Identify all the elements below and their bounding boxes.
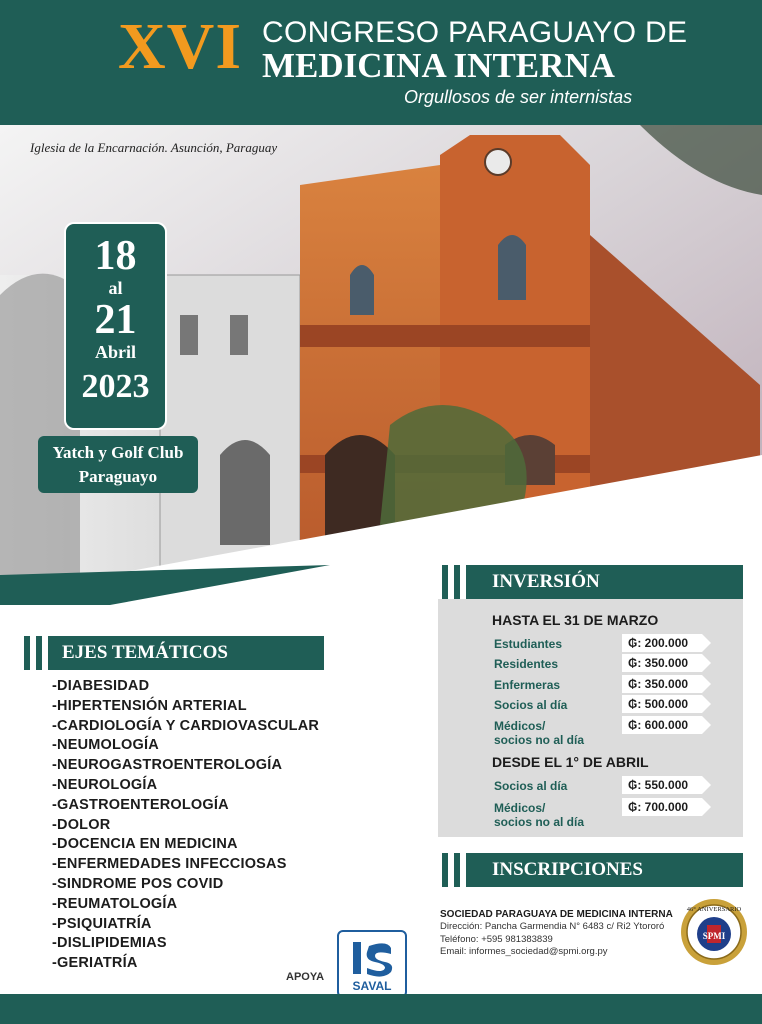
stripe: [442, 565, 448, 599]
price-label-2: socios no al día: [494, 815, 585, 829]
list-item: -GERIATRÍA: [52, 955, 138, 972]
date-box: [64, 222, 167, 430]
list-item: -NEUROGASTROENTEROLOGÍA: [52, 757, 283, 774]
footer-bar: [0, 994, 762, 1024]
list-item: -CARDIOLOGÍA Y CARDIOVASCULAR: [52, 717, 320, 734]
price-value: ₲: 500.000: [622, 695, 702, 713]
society-contact: [440, 908, 680, 959]
price-label: Socios al día: [494, 698, 568, 712]
seal-initials: SPMI: [702, 931, 726, 941]
price-label: Enfermeras: [494, 678, 561, 692]
price-label: Médicos/: [494, 801, 546, 815]
year: 2023: [81, 368, 150, 405]
sponsor-label: APOYA: [286, 971, 325, 983]
stripe: [36, 636, 42, 670]
price-value: ₲: 550.000: [622, 776, 702, 794]
edition-number: XVI: [118, 10, 243, 83]
ejes-title: EJES TEMÁTICOS: [48, 636, 324, 670]
title-line-2: MEDICINA INTERNA: [262, 46, 615, 85]
period-2-label: DESDE EL 1° DE ABRIL: [492, 754, 649, 770]
society-phone: Teléfono: +595 981383839: [440, 933, 553, 945]
price-value: ₲: 200.000: [622, 634, 702, 652]
anniversary-seal-icon: [679, 897, 749, 967]
price-value: ₲: 700.000: [622, 798, 702, 816]
list-item: -HIPERTENSIÓN ARTERIAL: [52, 697, 247, 714]
seal-text: 46° ANIVERSARIO: [686, 906, 742, 913]
saval-logo-icon: [339, 934, 405, 984]
price-value: ₲: 600.000: [622, 716, 702, 734]
photo-caption: Iglesia de la Encarnación. Asunción, Paraguay: [30, 140, 278, 155]
month: Abril: [94, 342, 136, 362]
venue-box: [38, 436, 198, 493]
period-1-label: HASTA EL 31 DE MARZO: [492, 612, 659, 628]
list-item: -DOCENCIA EN MEDICINA: [52, 836, 238, 853]
end-day: 21: [94, 297, 137, 343]
society-name: SOCIEDAD PARAGUAYA DE MEDICINA INTERNA: [440, 909, 673, 920]
start-day: 18: [94, 233, 137, 279]
header-banner: [0, 0, 762, 125]
list-item: -NEUMOLOGÍA: [52, 737, 159, 754]
price-label: Socios al día: [494, 779, 568, 793]
saval-logo: [337, 930, 407, 998]
inversion-title: INVERSIÓN: [466, 565, 743, 599]
price-label-2: socios no al día: [494, 733, 585, 747]
stripe: [442, 853, 448, 887]
stripe: [454, 853, 460, 887]
list-item: -PSIQUIATRÍA: [52, 915, 152, 932]
venue-line-1: Yatch y Golf Club: [52, 443, 184, 462]
ejes-list: [52, 677, 319, 974]
stripe: [454, 565, 460, 599]
slogan: Orgullosos de ser internistas: [404, 87, 633, 107]
list-item: -DISLIPIDEMIAS: [52, 935, 167, 952]
price-value: ₲: 350.000: [622, 654, 702, 672]
list-item: -NEUROLOGÍA: [52, 776, 158, 793]
price-label: Médicos/: [494, 719, 546, 733]
list-item: -REUMATOLOGÍA: [52, 895, 178, 912]
venue-line-2: Paraguayo: [78, 467, 158, 486]
saval-name: SAVAL: [352, 979, 392, 993]
price-label: Residentes: [494, 657, 559, 671]
stripe: [24, 636, 30, 670]
title-line-1: CONGRESO PARAGUAYO DE: [262, 16, 688, 49]
price-value: ₲: 350.000: [622, 675, 702, 693]
inscripciones-title: INSCRIPCIONES: [466, 853, 743, 887]
list-item: -ENFERMEDADES INFECCIOSAS: [52, 856, 287, 873]
society-address: Dirección: Pancha Garmendia N° 6483 c/ Ri2 Ytororó: [440, 921, 665, 932]
price-label: Estudiantes: [494, 637, 563, 651]
list-item: -DIABESIDAD: [52, 678, 150, 694]
society-email[interactable]: Email: informes_sociedad@spmi.org.py: [440, 946, 608, 957]
date-connector: al: [108, 278, 123, 298]
list-item: -SINDROME POS COVID: [52, 875, 224, 892]
list-item: -GASTROENTEROLOGÍA: [52, 796, 229, 813]
list-item: -DOLOR: [52, 816, 111, 833]
